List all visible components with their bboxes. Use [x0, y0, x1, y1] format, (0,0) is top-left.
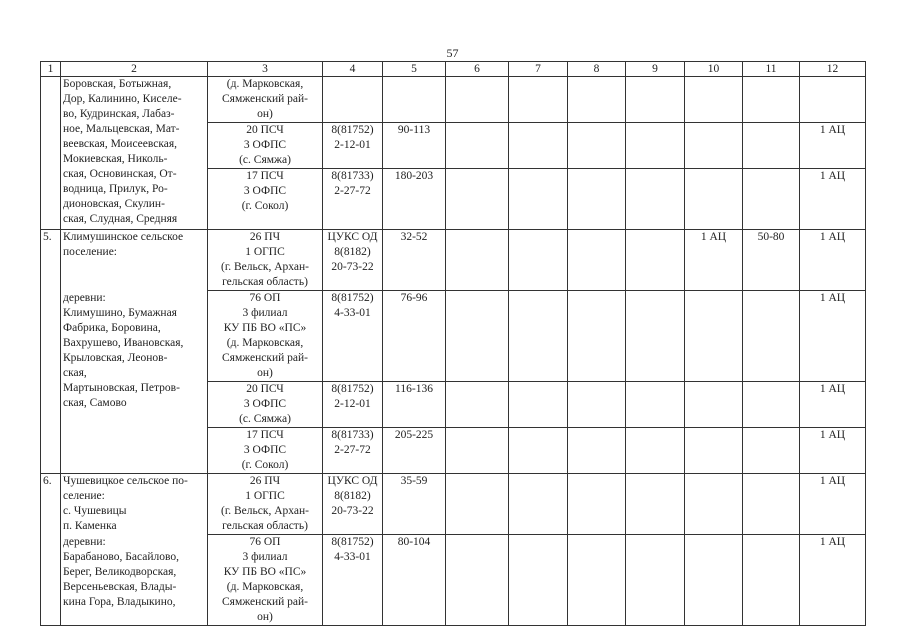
empty-cell: [743, 428, 800, 474]
empty-cell: [626, 428, 685, 474]
empty-cell: [509, 291, 568, 382]
col-header: 7: [509, 62, 568, 77]
unit-cell: 20 ПСЧ 3 ОФПС (с. Сямжа): [208, 382, 323, 428]
phone-cell: 8(81752) 2-12-01: [323, 123, 383, 169]
unit-cell: 17 ПСЧ 3 ОФПС (г. Сокол): [208, 428, 323, 474]
empty-cell: [685, 77, 743, 123]
empty-cell: [509, 123, 568, 169]
empty-cell: [509, 169, 568, 230]
empty-cell: [743, 474, 800, 535]
empty-cell: [568, 230, 626, 291]
empty-cell: [568, 382, 626, 428]
unit-cell: 26 ПЧ 1 ОГПС (г. Вельск, Архан- гельская область): [208, 474, 323, 535]
empty-cell: [568, 77, 626, 123]
phone-cell: [323, 77, 383, 123]
vehicle-cell: 1 АЦ: [800, 169, 866, 230]
table-row: [41, 535, 866, 626]
settlement-title-cell: Чушевицкое сельское по- селение: с. Чушевицы п. Каменка: [61, 474, 208, 535]
empty-cell: [743, 123, 800, 169]
phone-cell: ЦУКС ОД 8(8182) 20-73-22: [323, 230, 383, 291]
empty-cell: [685, 169, 743, 230]
unit-cell: 26 ПЧ 1 ОГПС (г. Вельск, Архан- гельская область): [208, 230, 323, 291]
empty-cell: [743, 169, 800, 230]
empty-cell: [446, 382, 509, 428]
distance-cell: 205-225: [383, 428, 446, 474]
row-number-cell: 5.: [41, 230, 61, 474]
empty-cell: [509, 428, 568, 474]
vehicle-cell: 1 АЦ: [800, 535, 866, 626]
empty-cell: [743, 382, 800, 428]
table-row: [41, 230, 866, 291]
unit-cell: 76 ОП 3 филиал КУ ПБ ВО «ПС» (д. Марковская, Сямженский рай- он): [208, 291, 323, 382]
distance-cell: 76-96: [383, 291, 446, 382]
empty-cell: [685, 535, 743, 626]
vehicle-cell: [800, 77, 866, 123]
col-header: 10: [685, 62, 743, 77]
col-header: 2: [61, 62, 208, 77]
vehicle-cell: 1 АЦ: [800, 230, 866, 291]
distance-cell: 80-104: [383, 535, 446, 626]
empty-cell: [626, 382, 685, 428]
vehicle-cell: 1 АЦ: [685, 230, 743, 291]
empty-cell: [446, 77, 509, 123]
col-header: 8: [568, 62, 626, 77]
locality-cell: Боровская, Ботыжная, Дор, Калинино, Киселе- во, Кудринская, Лабаз- ное, Мальцевская, Мат- веевская, Моисеевская, Мокиевская, Николь- ская, Основинская, От- водница, Прилук, Ро- дионовская, Скулин- ская, Слудная, Средняя: [61, 77, 208, 230]
empty-cell: [509, 77, 568, 123]
settlement-title-cell: Климушинское сельское поселение:: [61, 230, 208, 291]
empty-cell: [685, 428, 743, 474]
phone-cell: 8(81733) 2-27-72: [323, 169, 383, 230]
row-number-cell: [41, 77, 61, 230]
phone-cell: 8(81752) 4-33-01: [323, 291, 383, 382]
empty-cell: [509, 535, 568, 626]
empty-cell: [446, 428, 509, 474]
empty-cell: [685, 291, 743, 382]
phone-cell: 8(81733) 2-27-72: [323, 428, 383, 474]
phone-cell: 8(81752) 2-12-01: [323, 382, 383, 428]
col-header: 1: [41, 62, 61, 77]
fire-coverage-table: [40, 61, 866, 626]
empty-cell: [509, 230, 568, 291]
header-row: [41, 62, 866, 77]
table-row: [41, 77, 866, 123]
vehicle-cell: 1 АЦ: [800, 123, 866, 169]
distance-cell: 50-80: [743, 230, 800, 291]
locality-cell: деревни: Барабаново, Басайлово, Берег, Великодворская, Версеньевская, Влады- кина Гора, Владыкино,: [61, 535, 208, 626]
col-header: 9: [626, 62, 685, 77]
empty-cell: [568, 123, 626, 169]
empty-cell: [626, 291, 685, 382]
phone-cell: ЦУКС ОД 8(8182) 20-73-22: [323, 474, 383, 535]
empty-cell: [446, 535, 509, 626]
empty-cell: [446, 291, 509, 382]
col-header: 5: [383, 62, 446, 77]
empty-cell: [743, 77, 800, 123]
empty-cell: [685, 382, 743, 428]
empty-cell: [446, 474, 509, 535]
distance-cell: 32-52: [383, 230, 446, 291]
table-row: [41, 474, 866, 535]
col-header: 4: [323, 62, 383, 77]
col-header: 6: [446, 62, 509, 77]
vehicle-cell: 1 АЦ: [800, 382, 866, 428]
page-number: 57: [446, 46, 459, 60]
empty-cell: [568, 291, 626, 382]
unit-cell: (д. Марковская, Сямженский рай- он): [208, 77, 323, 123]
locality-cell: деревни: Климушино, Бумажная Фабрика, Боровина, Вахрушево, Ивановская, Крыловская, Леонов- ская, Мартыновская, Петров- ская, Самово: [61, 291, 208, 474]
vehicle-cell: 1 АЦ: [800, 291, 866, 382]
distance-cell: [383, 77, 446, 123]
empty-cell: [743, 291, 800, 382]
table-row: [41, 291, 866, 382]
empty-cell: [509, 474, 568, 535]
empty-cell: [626, 169, 685, 230]
empty-cell: [626, 123, 685, 169]
empty-cell: [509, 382, 568, 428]
empty-cell: [568, 169, 626, 230]
empty-cell: [626, 535, 685, 626]
distance-cell: 180-203: [383, 169, 446, 230]
empty-cell: [626, 230, 685, 291]
empty-cell: [568, 535, 626, 626]
row-number-cell: 6.: [41, 474, 61, 626]
empty-cell: [446, 169, 509, 230]
col-header: 3: [208, 62, 323, 77]
empty-cell: [446, 123, 509, 169]
col-header: 11: [743, 62, 800, 77]
empty-cell: [626, 474, 685, 535]
vehicle-cell: 1 АЦ: [800, 474, 866, 535]
empty-cell: [685, 474, 743, 535]
unit-cell: 20 ПСЧ 3 ОФПС (с. Сямжа): [208, 123, 323, 169]
empty-cell: [685, 123, 743, 169]
empty-cell: [743, 535, 800, 626]
empty-cell: [568, 474, 626, 535]
distance-cell: 35-59: [383, 474, 446, 535]
distance-cell: 90-113: [383, 123, 446, 169]
unit-cell: 17 ПСЧ 3 ОФПС (г. Сокол): [208, 169, 323, 230]
col-header: 12: [800, 62, 866, 77]
empty-cell: [626, 77, 685, 123]
empty-cell: [446, 230, 509, 291]
empty-cell: [568, 428, 626, 474]
unit-cell: 76 ОП 3 филиал КУ ПБ ВО «ПС» (д. Марковская, Сямженский рай- он): [208, 535, 323, 626]
vehicle-cell: 1 АЦ: [800, 428, 866, 474]
phone-cell: 8(81752) 4-33-01: [323, 535, 383, 626]
distance-cell: 116-136: [383, 382, 446, 428]
